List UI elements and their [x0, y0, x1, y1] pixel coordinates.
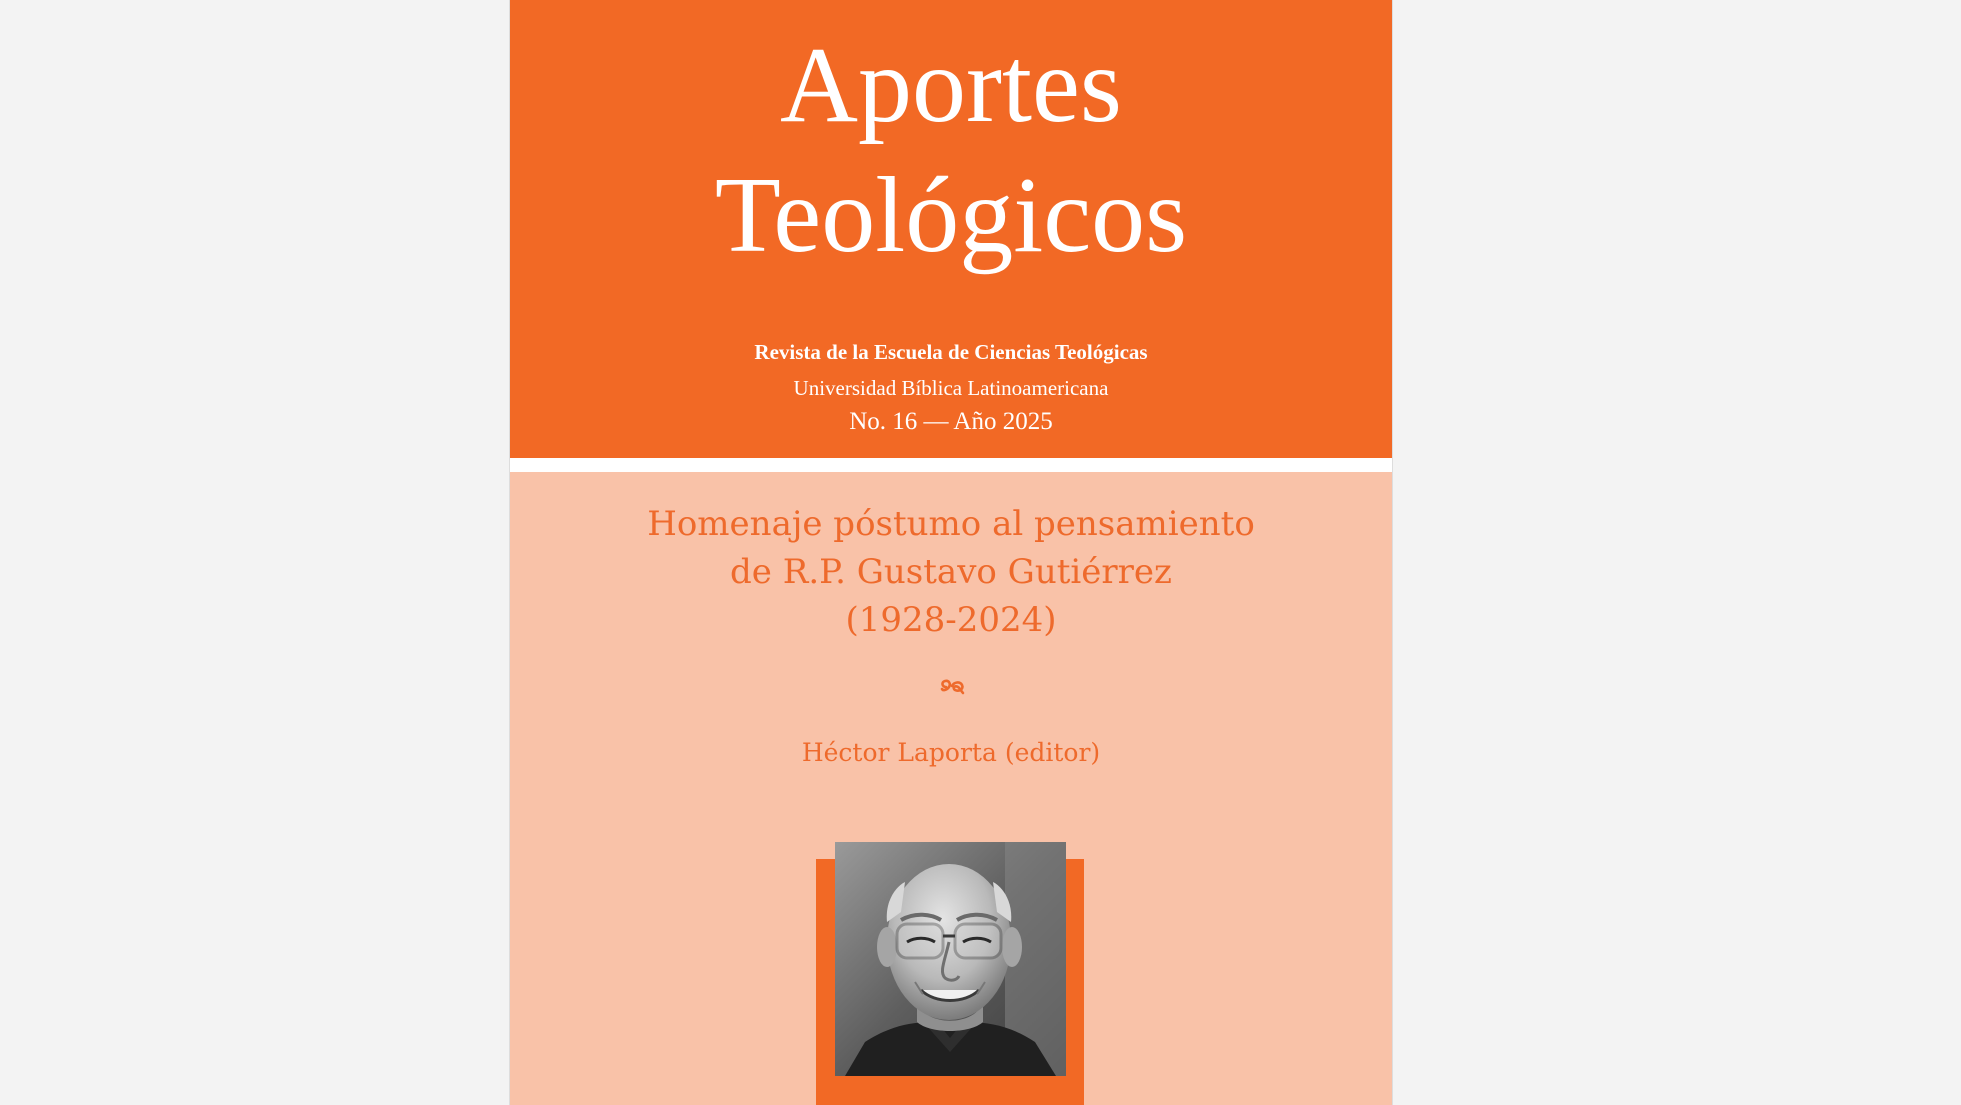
ornament-icon — [939, 678, 965, 696]
theme-line-2: de R.P. Gustavo Gutiérrez — [730, 552, 1172, 592]
journal-title-line2: Teológicos — [714, 156, 1188, 275]
journal-title-line1: Aportes — [780, 26, 1122, 145]
cover-page — [509, 0, 1393, 1105]
theme-band — [510, 472, 1392, 1105]
theme-line-3: (1928-2024) — [845, 600, 1057, 640]
issue-theme-title — [510, 500, 1392, 644]
header-band — [510, 0, 1392, 458]
band-divider — [510, 458, 1392, 472]
theme-line-1: Homenaje póstumo al pensamiento — [647, 504, 1255, 544]
university-name: Universidad Bíblica Latinoamericana — [793, 376, 1109, 400]
issue-number: No. 16 — Año 2025 — [849, 408, 1053, 435]
portrait-photo — [835, 842, 1066, 1076]
editor-credit: Héctor Laporta (editor) — [801, 738, 1101, 767]
journal-subtitle: Revista de la Escuela de Ciencias Teológicas — [754, 340, 1148, 364]
